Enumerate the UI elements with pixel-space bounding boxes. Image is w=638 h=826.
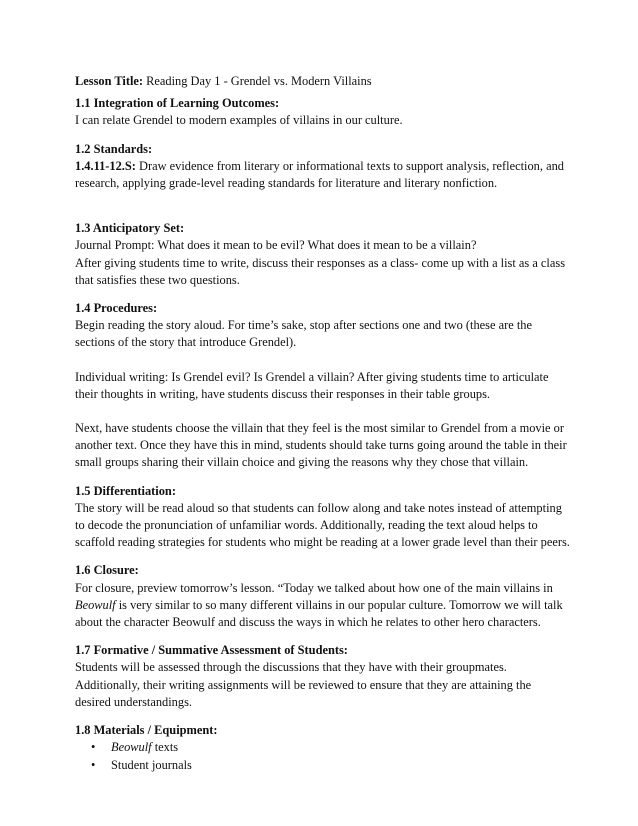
materials-list (75, 739, 570, 773)
material-text: texts (151, 740, 179, 755)
list-item (75, 757, 570, 774)
procedure-paragraph: Individual writing: Is Grendel evil? Is Grendel a villain? After giving students time to articulate their thoughts in writing, have students discuss their responses in their table groups. (75, 369, 549, 401)
section-heading: 1.5 Differentiation: (75, 483, 176, 498)
section-text: I can relate Grendel to modern examples of villains in our culture. (75, 113, 403, 128)
section-text: The story will be read aloud so that students can follow along and take notes instead of attempting to decode the pronunciation of unfamiliar words. Additionally, reading the text aloud helps to scaffold reading strategies for students who might be reading at a lower grade level than their peers. (75, 500, 570, 550)
bullet-icon: • (91, 757, 96, 772)
section-anticipatory-set (75, 220, 570, 289)
material-text: Student journals (111, 757, 192, 772)
lesson-plan-page (75, 73, 570, 774)
lesson-title-label: Lesson Title: (75, 74, 144, 88)
section-heading: 1.6 Closure: (75, 563, 139, 578)
section-heading: 1.1 Integration of Learning Outcomes: (75, 96, 280, 111)
procedure-paragraph: Begin reading the story aloud. For time’s sake, stop after sections one and two (these are the sections of the story that introduce Grendel). (75, 318, 532, 350)
section-text (75, 580, 570, 632)
section-assessment (75, 642, 570, 711)
section-heading: 1.4 Procedures: (75, 301, 158, 316)
procedure-paragraph: Next, have students choose the villain that they feel is the most similar to Grendel from a movie or another text. Once they have this in mind, students should take turns going around the table in their small groups sharing their villain choice and giving the reasons why they chose that villain. (75, 421, 567, 470)
section-text: After giving students time to write, discuss their responses as a class- come up with a list as a class that satisfies these two questions. (75, 255, 566, 287)
standard-text: Draw evidence from literary or informational texts to support analysis, reflection, and research, applying grade-level reading standards for literature and literary nonfiction. (75, 158, 564, 191)
standard-code: 1.4.11-12.S: (75, 158, 136, 173)
lesson-title-line (75, 73, 570, 90)
section-text: Students will be assessed through the discussions that they have with their groupmates. Additionally, their writing assignments will be reviewed to ensure that they are attaining the desired understandings. (75, 660, 532, 709)
section-heading: 1.3 Anticipatory Set: (75, 221, 185, 236)
closure-italic-title: Beowulf (75, 597, 116, 612)
section-heading: 1.8 Materials / Equipment: (75, 723, 218, 738)
section-heading: 1.2 Standards: (75, 141, 153, 156)
journal-prompt: Journal Prompt: What does it mean to be evil? What does it mean to be a villain? (75, 238, 477, 253)
section-closure (75, 562, 570, 631)
section-standards (75, 141, 570, 193)
section-differentiation (75, 483, 570, 552)
section-materials (75, 722, 570, 774)
section-heading: 1.7 Formative / Summative Assessment of Students: (75, 643, 348, 658)
section-procedures (75, 300, 570, 472)
lesson-title-value: Reading Day 1 - Grendel vs. Modern Villains (143, 74, 372, 88)
list-item (75, 739, 570, 756)
material-italic: Beowulf (111, 740, 152, 755)
section-learning-outcomes (75, 95, 570, 129)
closure-text-a: For closure, preview tomorrow’s lesson. “Today we talked about how one of the main villains in (75, 580, 553, 595)
bullet-icon: • (91, 740, 96, 755)
section-text (75, 158, 570, 192)
closure-text-b: is very similar to so many different villains in our popular culture. Tomorrow we will talk about the character Beowulf and discuss the ways in which he relates to other hero characters. (75, 597, 563, 630)
